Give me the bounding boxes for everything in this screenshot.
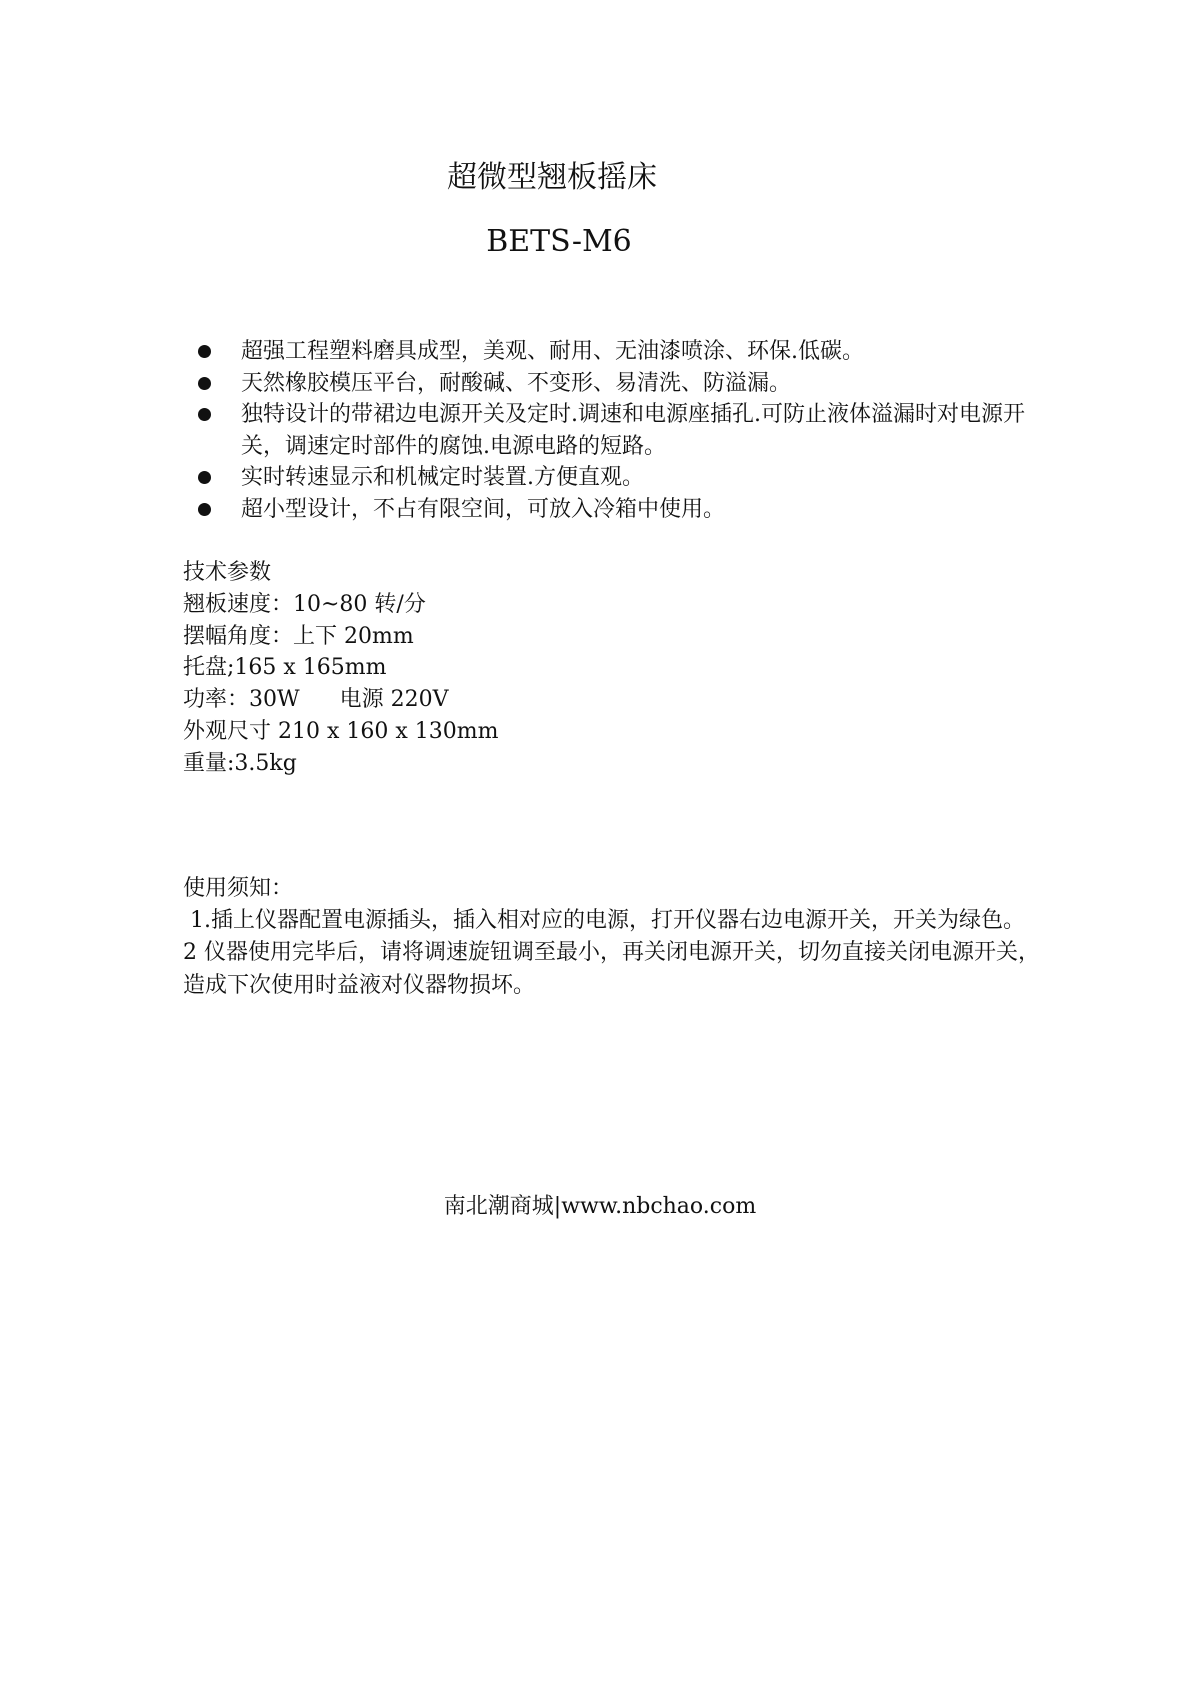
spec-amplitude: 摆幅角度：上下 20mm <box>183 623 414 649</box>
note-item: 1.插上仪器配置电源插头，插入相对应的电源，打开仪器右边电源开关，开关为绿色。 <box>183 908 1025 934</box>
spec-voltage: 电源 220V <box>339 687 449 713</box>
bullet-icon <box>198 408 211 421</box>
technical-specs <box>183 557 1043 780</box>
bullet-icon <box>198 503 211 516</box>
bullet-icon <box>198 377 211 390</box>
notes-heading: 使用须知： <box>183 876 294 901</box>
feature-text: 超强工程塑料磨具成型，美观、耐用、无油漆喷涂、环保.低碳。 <box>241 339 864 364</box>
feature-text: 实时转速显示和机械定时装置.方便直观。 <box>241 465 644 490</box>
spec-power-line <box>183 684 1043 716</box>
feature-text: 独特设计的带裙边电源开关及定时.调速和电源座插孔.可防止液体溢漏时对电源开关，调速定时部件的腐蚀.电源电路的短路。 <box>241 402 1025 459</box>
spec-dimensions: 外观尺寸 210 x 160 x 130mm <box>183 718 499 744</box>
footer-source: 南北潮商城|www.nbchao.com <box>443 1194 757 1219</box>
feature-item <box>196 494 1036 526</box>
spec-weight: 重量:3.5kg <box>183 750 297 776</box>
bullet-icon <box>198 345 211 358</box>
spec-speed: 翘板速度：10~80 转/分 <box>183 591 426 617</box>
specs-heading: 技术参数 <box>183 560 272 585</box>
bullet-icon <box>198 471 211 484</box>
feature-item <box>196 336 1036 368</box>
page-title-text: 超微型翘板摇床 <box>447 160 657 195</box>
feature-text: 天然橡胶模压平台，耐酸碱、不变形、易清洗、防溢漏。 <box>241 370 792 396</box>
feature-item <box>196 399 1036 462</box>
model-number-text: BETS-M6 <box>486 224 632 259</box>
feature-text: 超小型设计，不占有限空间，可放入冷箱中使用。 <box>241 496 726 522</box>
feature-item <box>196 462 1036 494</box>
note-item: 2 仪器使用完毕后，请将调速旋钮调至最小，再关闭电源开关，切勿直接关闭电源开关，造成下次使用时益液对仪器物损坏。 <box>183 940 1040 998</box>
feature-list <box>196 336 1036 525</box>
spec-tray: 托盘;165 x 165mm <box>183 655 387 681</box>
usage-notes <box>183 873 1043 1002</box>
spec-power: 功率：30W <box>183 687 300 713</box>
feature-item <box>196 368 1036 400</box>
